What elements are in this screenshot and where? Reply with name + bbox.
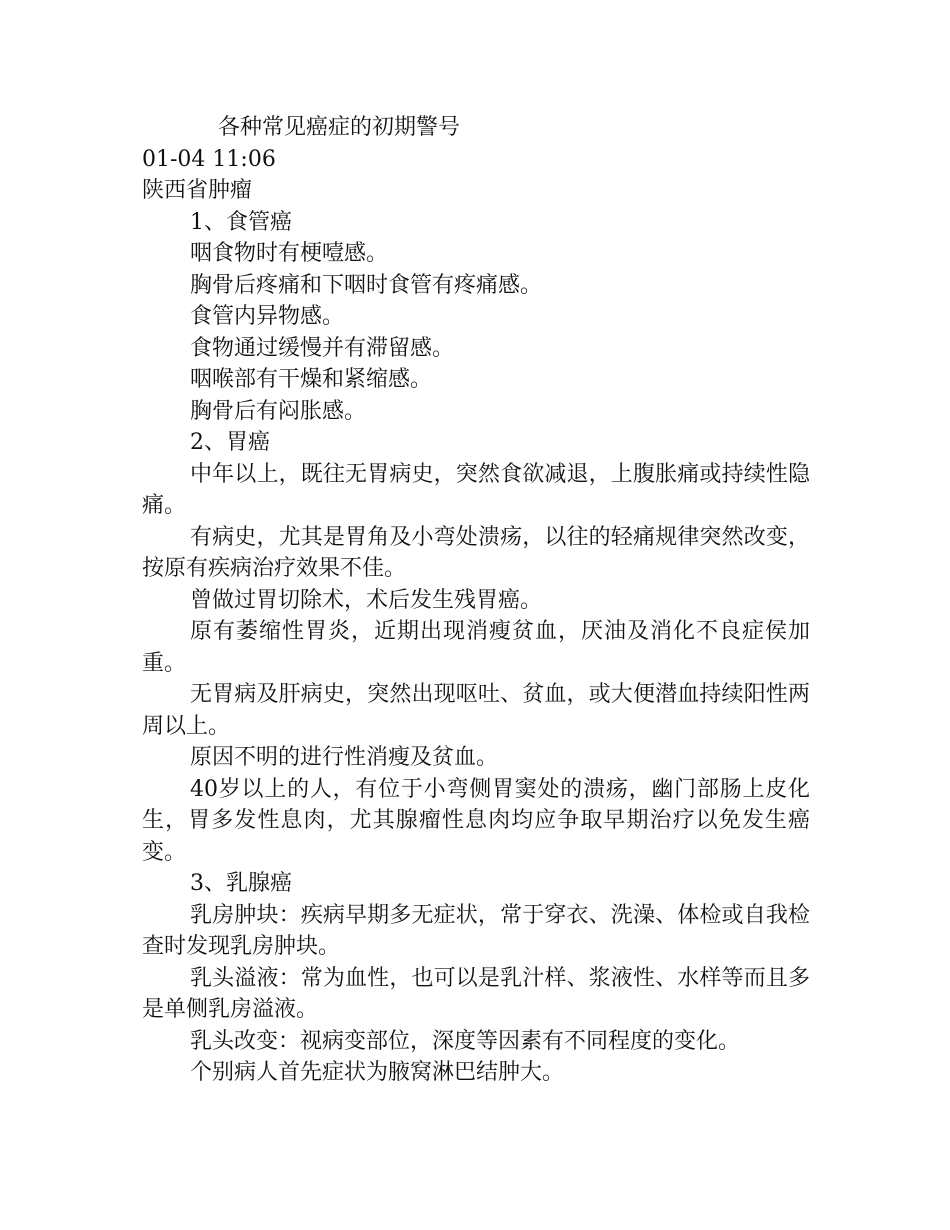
paragraph: 40岁以上的人，有位于小弯侧胃窦处的溃疡，幽门部肠上皮化生，胃多发性息肉，尤其腺瘤性息肉均应争取早期治疗以免发生癌变。 <box>142 776 810 865</box>
paragraph: 乳头溢液：常为血性，也可以是乳汁样、浆液性、水样等而且多是单侧乳房溢液。 <box>142 965 810 1022</box>
paragraph: 乳头改变：视病变部位，深度等因素有不同程度的变化。 <box>190 1028 741 1054</box>
section-heading: 3、乳腺癌 <box>190 871 292 896</box>
timestamp: 01-04 11:06 <box>142 146 276 172</box>
paragraph: 食物通过缓慢并有滞留感。 <box>190 335 455 361</box>
section-heading: 1、食管癌 <box>190 209 292 235</box>
paragraph: 原有萎缩性胃炎，近期出现消瘦贫血，厌油及消化不良症侯加重。 <box>142 619 810 676</box>
paragraph: 个别病人首先症状为腋窝淋巴结肿大。 <box>190 1060 565 1085</box>
paragraph: 有病史，尤其是胃角及小弯处溃疡，以往的轻痛规律突然改变，按原有疾病治疗效果不佳。 <box>142 524 810 581</box>
document-page <box>142 112 810 1089</box>
paragraph: 食管内异物感。 <box>190 304 345 329</box>
paragraph: 曾做过胃切除术，术后发生残胃癌。 <box>190 587 543 613</box>
paragraph: 原因不明的进行性消瘦及贫血。 <box>190 745 499 770</box>
paragraph: 咽食物时有梗噎感。 <box>190 241 389 266</box>
paragraph: 胸骨后疼痛和下咽时食管有疼痛感。 <box>190 272 543 298</box>
paragraph: 乳房肿块：疾病早期多无症状，常于穿衣、洗澡、体检或自我检查时发现乳房肿块。 <box>142 902 810 959</box>
paragraph: 无胃病及肝病史，突然出现呕吐、贫血，或大便潜血持续阳性两周以上。 <box>142 682 810 739</box>
paragraph: 胸骨后有闷胀感。 <box>190 398 367 424</box>
source-label: 陕西省肿瘤 <box>142 178 253 203</box>
paragraph: 中年以上，既往无胃病史，突然食欲减退，上腹胀痛或持续性隐痛。 <box>142 461 810 518</box>
paragraph: 咽喉部有干燥和紧缩感。 <box>190 367 433 392</box>
document-title: 各种常见癌症的初期警号 <box>218 115 461 140</box>
section-heading: 2、胃癌 <box>190 430 270 455</box>
